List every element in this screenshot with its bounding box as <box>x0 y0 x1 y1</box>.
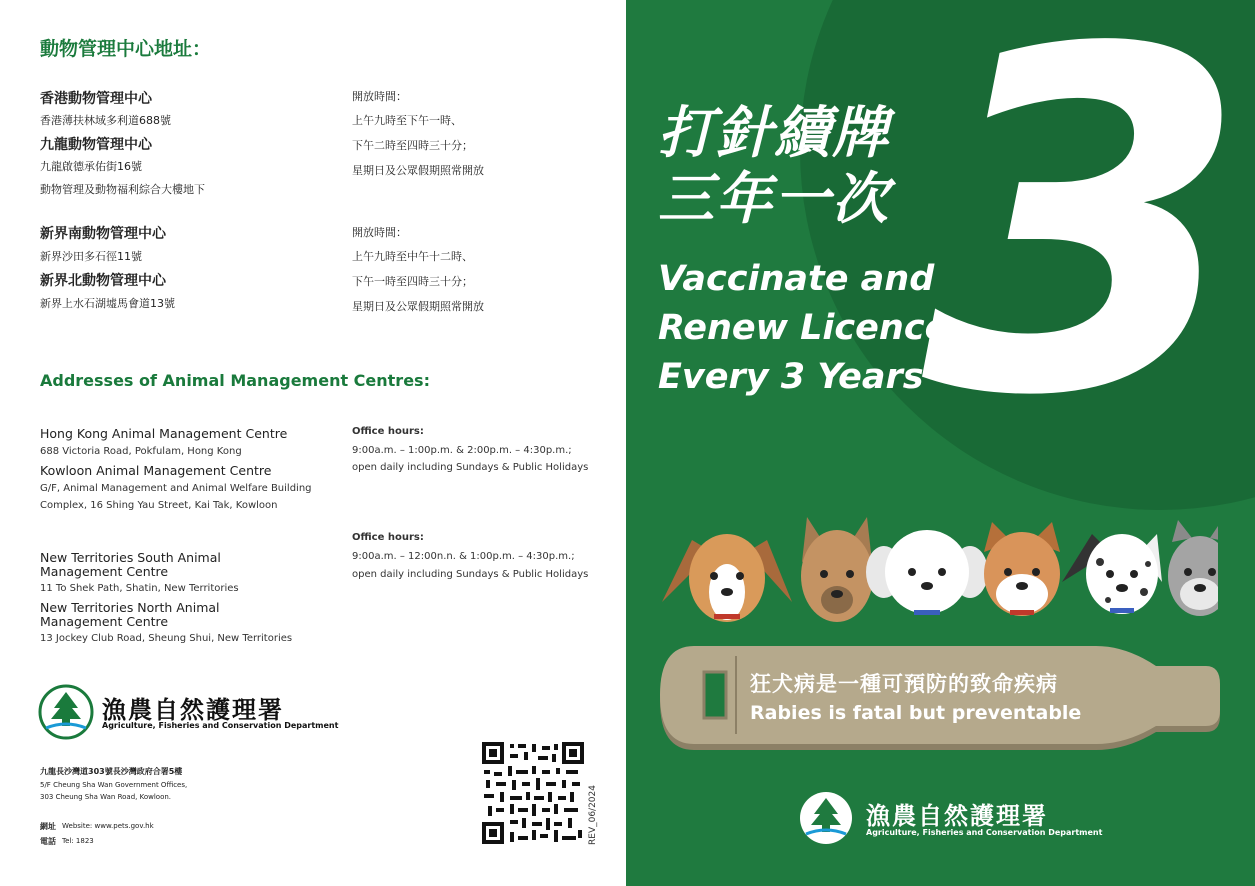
ntn-centre-name-zh: 新界北動物管理中心 <box>40 273 166 289</box>
dog-illustrations <box>652 512 1218 622</box>
title-en-line-2: Renew Licence <box>658 308 949 348</box>
hours-zh-1-line-1: 上午九時至下午一時、 <box>352 114 462 127</box>
kln-centre-address-en-2: Complex, 16 Shing Yau Street, Kai Tak, Kowloon <box>40 500 278 511</box>
big-number-three: 3 <box>922 0 1250 498</box>
beagle-dog-icon <box>662 534 792 622</box>
afcd-logo-text-zh: 漁農自然護理署 <box>102 696 284 724</box>
white-dog-icon <box>866 530 988 615</box>
grey-dog-icon <box>1168 520 1218 616</box>
hours-label-zh-2: 開放時間： <box>352 226 407 239</box>
footer-address-en-2: 303 Cheung Sha Wan Road, Kowloon. <box>40 793 172 801</box>
nts-centre-name-zh: 新界南動物管理中心 <box>40 226 166 242</box>
qr-code-icon[interactable] <box>482 742 584 844</box>
afcd-tree-logo-icon-right <box>798 790 854 846</box>
footer-tel-label: 電話 <box>40 837 56 846</box>
footer-web-value[interactable]: Website: www.pets.gov.hk <box>62 822 154 830</box>
shepherd-dog-icon <box>801 517 873 622</box>
afcd-logo-text-en-right: Agriculture, Fisheries and Conservation Department <box>866 828 1103 837</box>
ntn-centre-address-en: 13 Jockey Club Road, Sheung Shui, New Territories <box>40 633 293 644</box>
title-zh-line-2: 三年一次 <box>658 167 890 232</box>
hours-en-1-line-1: 9:00a.m. – 1:00p.m. & 2:00p.m. – 4:30p.m.; <box>352 445 572 456</box>
right-panel <box>626 0 1255 886</box>
hours-label-zh-1: 開放時間： <box>352 90 407 103</box>
hours-label-en-2: Office hours: <box>352 532 424 543</box>
hours-zh-2-line-3: 星期日及公眾假期照常開放 <box>352 300 484 313</box>
left-panel <box>0 0 626 886</box>
footer-web-label: 網址 <box>40 822 56 831</box>
kln-centre-name-zh: 九龍動物管理中心 <box>40 137 152 153</box>
nts-centre-address-en: 11 To Shek Path, Shatin, New Territories <box>40 583 239 594</box>
ntn-centre-address-zh: 新界上水石湖墟馬會道13號 <box>40 297 175 310</box>
hours-en-1-line-2: open daily including Sundays & Public Holidays <box>352 462 589 473</box>
hours-zh-2-line-2: 下午一時至四時三十分； <box>352 275 473 288</box>
nts-centre-address-zh: 新界沙田多石徑11號 <box>40 250 142 263</box>
hours-zh-1-line-2: 下午二時至四時三十分； <box>352 139 473 152</box>
zh-heading: 動物管理中心地址： <box>40 38 212 60</box>
afcd-tree-logo-icon <box>38 684 94 740</box>
dalmatian-dog-icon <box>1062 534 1162 614</box>
kln-centre-address-en-1: G/F, Animal Management and Animal Welfare Building <box>40 483 312 494</box>
hours-label-en-1: Office hours: <box>352 426 424 437</box>
nts-centre-name-en-2: Management Centre <box>40 564 169 579</box>
banner-text-en: Rabies is fatal but preventable <box>750 702 1082 724</box>
kln-centre-address-zh-2: 動物管理及動物福利綜合大樓地下 <box>40 183 205 196</box>
title-zh-line-1: 打針續牌 <box>658 101 890 166</box>
afcd-logo-text-zh-right: 漁農自然護理署 <box>866 802 1048 830</box>
rabies-banner-shape <box>656 646 1222 750</box>
shiba-dog-icon <box>984 522 1060 616</box>
kln-centre-address-zh-1: 九龍啟德承佑街16號 <box>40 160 142 173</box>
revision-code: REV_06/2024 <box>588 785 598 845</box>
afcd-logo-text-en: Agriculture, Fisheries and Conservation Department <box>102 721 339 730</box>
banner-text-zh: 狂犬病是一種可預防的致命疾病 <box>750 672 1058 696</box>
hours-zh-2-line-1: 上午九時至中午十二時、 <box>352 250 473 263</box>
hk-centre-address-en: 688 Victoria Road, Pokfulam, Hong Kong <box>40 446 242 457</box>
en-heading: Addresses of Animal Management Centres: <box>40 371 430 390</box>
nts-centre-name-en-1: New Territories South Animal <box>40 550 221 565</box>
kln-centre-name-en: Kowloon Animal Management Centre <box>40 463 272 478</box>
ntn-centre-name-en-2: Management Centre <box>40 614 169 629</box>
hours-en-2-line-2: open daily including Sundays & Public Holidays <box>352 569 589 580</box>
hours-en-2-line-1: 9:00a.m. – 12:00n.n. & 1:00p.m. – 4:30p.m.; <box>352 551 575 562</box>
hours-zh-1-line-3: 星期日及公眾假期照常開放 <box>352 164 484 177</box>
footer-tel-value: Tel: 1823 <box>62 837 94 845</box>
hk-centre-address-zh: 香港薄扶林域多利道688號 <box>40 114 171 127</box>
hk-centre-name-zh: 香港動物管理中心 <box>40 91 152 107</box>
footer-address-en-1: 5/F Cheung Sha Wan Government Offices, <box>40 781 188 789</box>
title-en-line-1: Vaccinate and <box>658 259 935 299</box>
ntn-centre-name-en-1: New Territories North Animal <box>40 600 220 615</box>
footer-address-zh: 九龍長沙灣道303號長沙灣政府合署5樓 <box>40 767 183 776</box>
title-en-line-3: Every 3 Years <box>658 357 924 397</box>
hk-centre-name-en: Hong Kong Animal Management Centre <box>40 426 288 441</box>
